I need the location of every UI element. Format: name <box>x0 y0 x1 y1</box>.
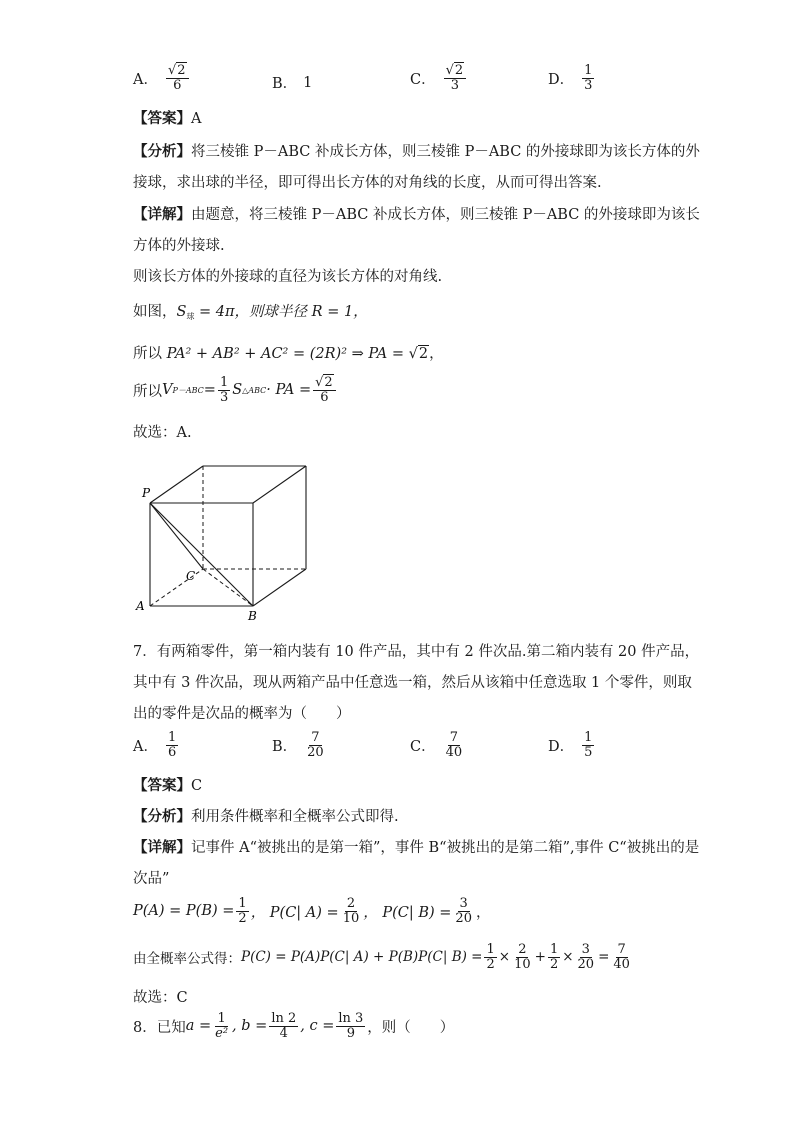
denominator: e² <box>215 1025 229 1041</box>
eq-suffix: ， <box>475 904 491 921</box>
stem-suffix: ，则（ ） <box>367 1019 455 1036</box>
q6-detail-line1 <box>133 203 700 224</box>
option-fraction <box>582 64 594 92</box>
eq-symbol: V <box>162 382 173 399</box>
eq-fraction: $\frac{√2}{6}$ <box>313 376 336 404</box>
analysis-text: 将三棱锥 P－ABC 补成长方体，则三棱锥 P－ABC 的外接球即为该长方体的外 <box>191 144 700 160</box>
q6-equation-sphere <box>133 300 368 322</box>
q6-equation-volume <box>133 376 338 404</box>
denominator: 6 <box>173 77 182 93</box>
detail-tag: 【详解】 <box>133 206 191 223</box>
denominator: 3 <box>450 77 460 93</box>
numerator: 1 <box>584 730 593 745</box>
eq-body: = 4π，则球半径 R = 1， <box>194 304 368 320</box>
numerator: 7 <box>617 942 626 957</box>
numerator: 3 <box>581 942 590 957</box>
eq-symbol: S <box>176 304 187 320</box>
eq-fraction <box>341 897 362 925</box>
analysis-text: 利用条件概率和全概率公式即得. <box>191 809 399 825</box>
analysis-tag: 【分析】 <box>133 143 191 160</box>
q6-option-c <box>410 64 468 92</box>
eq-body: · PA = <box>266 382 312 399</box>
q6-analysis-line1 <box>133 140 700 161</box>
q6-option-d <box>548 64 596 92</box>
eq-prefix: 如图， <box>133 304 177 320</box>
eq-fraction <box>611 943 632 971</box>
edge <box>150 466 203 503</box>
denominator: 3 <box>584 77 593 93</box>
numerator: 2 <box>454 63 464 78</box>
denominator: 40 <box>445 744 463 760</box>
q7-option-c <box>410 731 466 759</box>
q6-answer <box>133 107 201 128</box>
numerator: 7 <box>311 730 320 745</box>
q7-option-d <box>548 731 596 759</box>
option-fraction <box>305 731 326 759</box>
analysis-tag: 【分析】 <box>133 808 191 825</box>
eq-body: ， P(C| A) = <box>250 904 339 921</box>
answer-tag: 【答案】 <box>133 110 191 127</box>
option-letter: D． <box>548 738 575 755</box>
denominator: 3 <box>219 389 229 405</box>
label-p: P <box>142 486 151 500</box>
option-letter: C． <box>410 71 436 88</box>
eq-prefix: 所以 <box>133 346 167 362</box>
eq-fraction <box>484 943 496 971</box>
eq-fraction <box>548 943 560 971</box>
denominator: 9 <box>346 1025 355 1041</box>
denominator: 20 <box>577 956 595 972</box>
numerator: 2 <box>177 63 186 78</box>
numerator: ln 3 <box>338 1011 364 1026</box>
label-a: A <box>136 599 145 613</box>
eq-operator: × <box>498 949 511 966</box>
cuboid-figure <box>130 460 315 625</box>
denominator: 20 <box>307 744 324 760</box>
label-c: C <box>186 569 196 583</box>
eq-radicand: 2 <box>418 346 429 362</box>
q6-option-b <box>272 72 312 93</box>
option-fraction <box>582 731 594 759</box>
denominator: 2 <box>238 910 247 926</box>
q6-equation-diagonal: 所以 PA² + AB² + AC² = (2R)² ⇒ PA = √2， <box>133 346 444 362</box>
q7-stem-line3: 出的零件是次品的概率为（ ） <box>133 706 351 722</box>
denominator: 10 <box>342 910 360 926</box>
eq-body: P(C) = P(A)P(C| A) + P(B)P(C| B) = <box>241 949 483 966</box>
option-fraction: $\frac{√2}{3}$ <box>444 64 467 92</box>
numerator: 1 <box>584 63 593 78</box>
numerator: 1 <box>167 730 177 745</box>
q7-equation-probabilities <box>133 897 490 925</box>
option-value: 1 <box>303 74 313 91</box>
numerator: 1 <box>549 942 559 957</box>
denominator: 2 <box>486 956 495 972</box>
detail-tag: 【详解】 <box>133 839 191 856</box>
q7-answer <box>133 774 202 795</box>
q6-analysis-line2: 接球，求出球的半径，即可得出长方体的对角线的长度，从而可得出答案. <box>133 175 602 191</box>
numerator: 3 <box>459 896 468 911</box>
numerator: 7 <box>449 730 459 745</box>
edge <box>253 466 306 503</box>
edge <box>253 569 306 606</box>
q7-analysis <box>133 805 399 826</box>
numerator: 2 <box>518 942 527 957</box>
option-fraction <box>166 731 178 759</box>
eq-operator: + <box>534 949 546 966</box>
eq-fraction <box>236 897 248 925</box>
numerator: 1 <box>486 942 495 957</box>
numerator: 2 <box>346 896 356 911</box>
eq-fraction <box>336 1012 365 1040</box>
denominator: 20 <box>455 910 472 926</box>
hidden-edge <box>203 569 253 606</box>
numerator: 1 <box>238 896 247 911</box>
denominator: 2 <box>549 956 559 972</box>
numerator: ln 2 <box>271 1011 297 1026</box>
detail-text: 由题意，将三棱锥 P－ABC 补成长方体，则三棱锥 P－ABC 的外接球即为该长 <box>191 207 700 223</box>
numerator: 2 <box>324 375 333 390</box>
q6-choose: 故选：A. <box>133 425 192 441</box>
eq-body: ， P(C| B) = <box>363 904 452 921</box>
q7-stem-line2: 其中有 3 件次品，现从两箱产品中任意选一箱，然后从该箱中任意选取 1 个零件，则取 <box>133 675 692 691</box>
denominator: 6 <box>320 389 329 405</box>
edge-pb <box>150 503 253 606</box>
eq-body: a = <box>185 1018 212 1035</box>
option-letter: C． <box>410 738 436 755</box>
denominator: 10 <box>514 956 531 972</box>
answer-value: C <box>191 778 203 794</box>
answer-tag: 【答案】 <box>133 777 191 794</box>
q7-equation-total-probability <box>133 943 634 971</box>
option-fraction <box>444 731 465 759</box>
numerator: 1 <box>219 375 229 390</box>
eq-prefix: 由全概率公式得： <box>133 951 241 968</box>
q7-stem-line1: 7．有两箱零件，第一箱内装有 10 件产品，其中有 2 件次品.第二箱内装有 20 件产品， <box>133 644 700 660</box>
edge-pc <box>150 503 203 569</box>
q7-option-a <box>133 731 180 759</box>
eq-body: , b = <box>232 1018 268 1035</box>
q6-detail-line3: 则该长方体的外接球的直径为该长方体的对角线. <box>133 269 443 285</box>
q7-detail-line2: 次品” <box>133 871 170 887</box>
eq-fraction <box>213 1012 230 1040</box>
eq-operator: × <box>562 949 574 966</box>
option-letter: A． <box>133 738 158 755</box>
eq-suffix: ， <box>429 346 444 362</box>
eq-fraction <box>218 376 230 404</box>
eq-fraction <box>576 943 597 971</box>
denominator: 6 <box>167 744 177 760</box>
q6-option-a <box>133 64 191 92</box>
detail-text: 记事件 A“被挑出的是第一箱”，事件 B“被挑出的是第二箱”,事件 C“被挑出的是 <box>191 840 700 856</box>
eq-symbol: S <box>232 382 243 399</box>
eq-fraction <box>512 943 533 971</box>
option-fraction: $\frac{√2}{6}$ <box>166 64 189 92</box>
q6-detail-line2: 方体的外接球. <box>133 238 225 254</box>
eq-subscript: 球 <box>186 312 195 321</box>
denominator: 4 <box>279 1025 288 1041</box>
stem-prefix: 8．已知 <box>133 1019 186 1036</box>
eq-body: PA² + AB² + AC² = (2R)² ⇒ PA = <box>166 346 409 362</box>
eq-fraction <box>453 897 474 925</box>
eq-subscript: △ABC <box>242 385 267 395</box>
eq-fraction <box>269 1012 298 1040</box>
eq-operator: = <box>598 949 610 966</box>
option-letter: B． <box>272 76 298 92</box>
option-letter: B． <box>272 738 298 755</box>
numerator: 1 <box>217 1011 226 1026</box>
q7-detail-line1 <box>133 836 699 857</box>
denominator: 5 <box>584 744 593 760</box>
option-letter: A． <box>133 71 158 88</box>
q8-stem <box>133 1012 454 1040</box>
eq-body: , c = <box>300 1018 335 1035</box>
eq-body: P(A) = P(B) = <box>133 903 235 920</box>
q7-choose: 故选：C <box>133 990 188 1006</box>
answer-value: A <box>191 111 202 127</box>
label-b: B <box>248 609 257 623</box>
option-letter: D． <box>548 71 575 88</box>
q7-option-b <box>272 731 328 759</box>
eq-prefix: 所以 <box>133 383 162 400</box>
eq-subscript: P－ABC <box>172 385 204 395</box>
eq-equals: = <box>203 382 216 399</box>
denominator: 40 <box>613 956 630 972</box>
